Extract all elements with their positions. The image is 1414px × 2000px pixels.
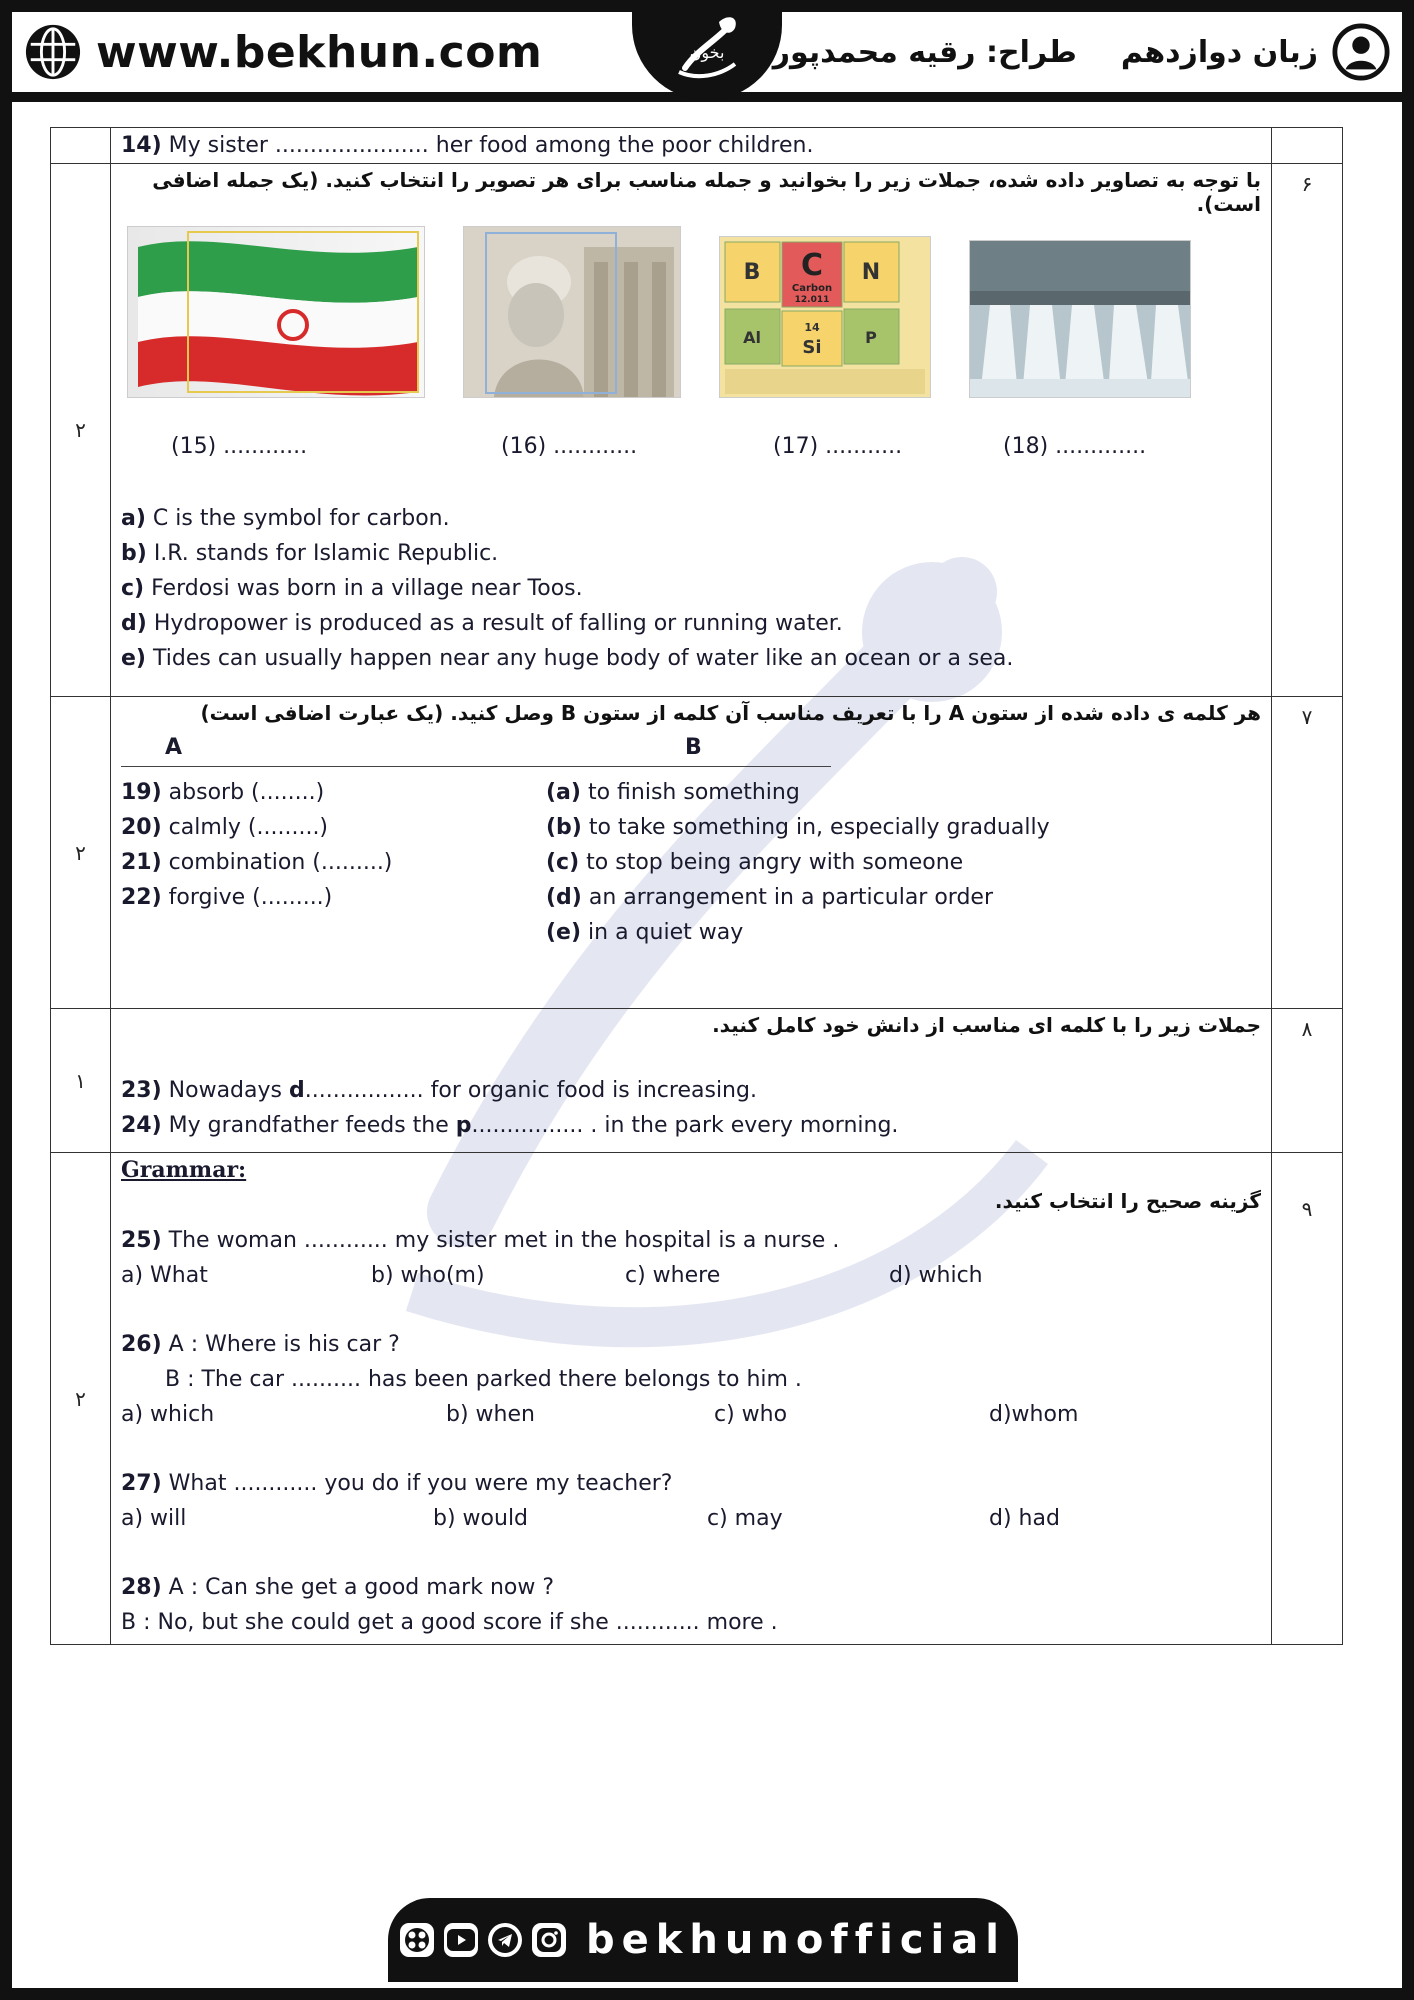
q26-option-d[interactable]: d)whom [989,1402,1079,1427]
social-handle[interactable]: bekhunofficial [586,1917,1006,1963]
matching-grid [121,775,1261,950]
grammar-heading: Grammar: [121,1157,247,1183]
brand-logo [632,0,782,100]
q27-option-b[interactable]: b) would [433,1506,529,1531]
section-8-content [111,1009,1272,1153]
image-blanks [171,434,1261,459]
q25-option-b[interactable]: b) who(m) [371,1263,485,1288]
section-6-number: ۶ [1272,164,1343,697]
title-group [773,22,1390,82]
column-b-label: B [685,735,702,760]
svg-text:P: P [865,328,877,347]
q27-option-c[interactable]: c) may [707,1506,783,1531]
svg-text:N: N [861,260,881,285]
question-28-b: B : No, but she could get a good score if she ............ more . [121,1610,778,1635]
globe-icon [24,23,82,81]
blank-16: (16) ............ [501,434,638,459]
column-a-label: A [165,735,183,760]
site-link[interactable] [24,20,542,84]
word-21: 21) combination (.........) [121,850,393,875]
logo-icon [657,10,757,90]
svg-text:Al: Al [743,328,761,347]
sentence-d: d) Hydropower is produced as a result of falling or running water. [121,611,843,636]
svg-text:بخون: بخون [689,43,725,62]
question-25: 25) The woman ............ my sister met in the hospital is a nurse . [121,1228,840,1253]
user-icon [1332,23,1390,81]
definition-d: (d) an arrangement in a particular order [546,885,993,910]
image-strip [127,226,1261,398]
telegram-icon[interactable] [488,1923,522,1957]
aparat-icon[interactable] [400,1923,434,1957]
score-cell [51,128,111,164]
section-6 [51,164,1343,697]
section-7-content [111,697,1272,1009]
sentence-c: c) Ferdosi was born in a village near Toos. [121,576,583,601]
column-headers [121,735,1261,760]
section-7-number: ۷ [1272,697,1343,1009]
section-9-instruction: گزینه صحیح را انتخاب کنید. [994,1189,1261,1213]
section-9-score: ۲ [51,1153,111,1645]
section-6-instruction: با توجه به تصاویر داده شده، جملات زیر را بخوانید و جمله مناسب برای هر تصویر را انتخاب کنید. (یک جمله اضافی است). [152,168,1261,216]
blank-18: (18) ............. [1003,434,1147,459]
q14-number: 14) [121,133,162,158]
section-7-instruction: هر کلمه ی داده شده از ستون A را با تعریف مناسب آن کلمه از ستون B وصل کنید. (یک عبارت اضافی است) [200,701,1261,725]
sentence-a: a) C is the symbol for carbon. [121,506,450,531]
section-8-number: ۸ [1272,1009,1343,1153]
instagram-icon[interactable] [532,1923,566,1957]
question-28: 28) A : Can she get a good mark now ? [121,1575,555,1600]
q26-option-a[interactable]: a) which [121,1402,215,1427]
q27-option-d[interactable]: d) had [989,1506,1060,1531]
youtube-icon[interactable] [444,1923,478,1957]
header-bar [12,12,1402,102]
section-9 [51,1153,1343,1645]
section-7 [51,697,1343,1009]
periodic-table-image [719,236,931,398]
q14-text: My sister ...................... her food among the poor children. [168,133,814,158]
dam-image [969,240,1191,398]
q25-option-d[interactable]: d) which [889,1263,983,1288]
question-26: 26) A : Where is his car ? [121,1332,400,1357]
q26-options [121,1397,1261,1432]
question-24: 24) My grandfather feeds the p................ . in the park every morning. [121,1113,899,1138]
definition-e: (e) in a quiet way [546,920,744,945]
q27-options [121,1501,1261,1536]
q25-option-c[interactable]: c) where [625,1263,721,1288]
exam-table [50,127,1343,1645]
section-9-content [111,1153,1272,1645]
question-26-b: B : The car .......... has been parked there belongs to him . [165,1367,802,1392]
definition-c: (c) to stop being angry with someone [546,850,964,875]
section-6-content [111,164,1272,697]
section-7-score: ۲ [51,697,111,1009]
q25-option-a[interactable]: a) What [121,1263,208,1288]
svg-text:14: 14 [804,321,820,334]
site-url: www.bekhun.com [96,26,543,78]
subject-title: زبان دوازدهم [1120,34,1318,70]
word-20: 20) calmly (.........) [121,815,329,840]
section-8 [51,1009,1343,1153]
question-27: 27) What ............ you do if you were my teacher? [121,1471,673,1496]
word-22: 22) forgive (.........) [121,885,333,910]
q26-option-c[interactable]: c) who [714,1402,788,1427]
social-footer [388,1898,1018,1982]
svg-text:C: C [800,248,824,283]
sentence-b: b) I.R. stands for Islamic Republic. [121,541,499,566]
svg-text:Si: Si [802,337,822,358]
divider [121,766,831,767]
definition-b: (b) to take something in, especially gradually [546,815,1050,840]
svg-text:B: B [743,260,761,285]
number-cell [1272,128,1343,164]
svg-text:12.011: 12.011 [794,295,830,305]
svg-text:Carbon: Carbon [791,283,833,294]
q27-option-a[interactable]: a) will [121,1506,187,1531]
question-14 [111,128,1272,164]
sentence-list [121,501,1261,676]
iran-flag-image [127,226,425,398]
q26-option-b[interactable]: b) when [446,1402,535,1427]
blank-15: (15) ............ [171,434,308,459]
word-19: 19) absorb (........) [121,780,325,805]
section-6-score: ۲ [51,164,111,697]
blank-17: (17) ........... [773,434,903,459]
question-row-14 [51,128,1343,164]
section-8-score: ۱ [51,1009,111,1153]
definition-a: (a) to finish something [546,780,800,805]
question-23: 23) Nowadays d................. for organic food is increasing. [121,1078,757,1103]
section-9-number: ۹ [1272,1153,1343,1645]
sentence-e: e) Tides can usually happen near any huge body of water like an ocean or a sea. [121,646,1014,671]
designer-name: طراح: رقیه محمدپور [772,34,1077,70]
ferdosi-statue-image [463,226,681,398]
q25-options [121,1258,1261,1293]
section-8-instruction: جملات زیر را با کلمه ای مناسب از دانش خود کامل کنید. [712,1013,1261,1037]
